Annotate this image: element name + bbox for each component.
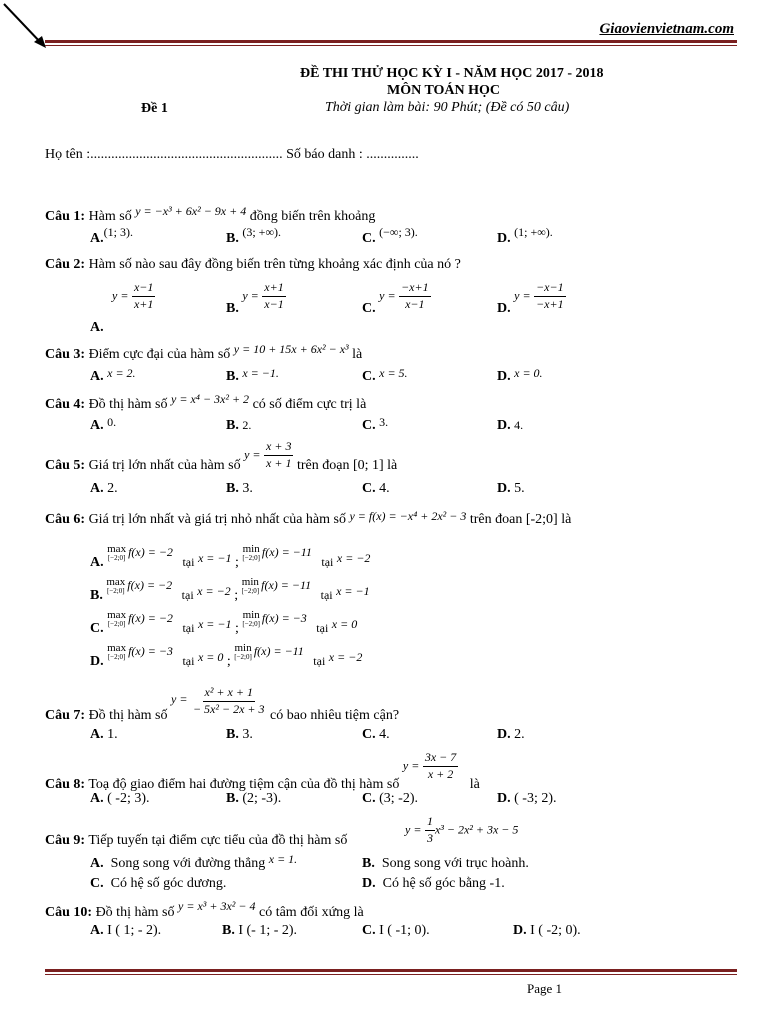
q10-option-d[interactable]: D. I ( -2; 0). xyxy=(513,923,581,938)
corner-arrow-icon xyxy=(0,0,50,52)
question-1 xyxy=(45,204,376,224)
q9-option-c[interactable]: C. Có hệ số góc dương. xyxy=(90,876,227,891)
question-7: Câu 7: Đồ thị hàm số y = $\frac{\text{x² + x + 1}}{\text{− 5x² − 2x + 3}}$ có bao nhiêu tiệm cận? xyxy=(45,685,400,723)
q2-option-a[interactable]: y = $\frac{x-1}{x+1}$ xyxy=(112,280,154,311)
q5-option-c[interactable]: C. 4. xyxy=(362,481,390,496)
q2-letter-a: A. xyxy=(90,320,104,335)
formula: y = −x³ + 6x² − 9x + 4 xyxy=(135,204,247,218)
q10-option-c[interactable]: C. I ( -1; 0). xyxy=(362,923,430,938)
footer-rule xyxy=(45,969,737,972)
q6-option-c[interactable]: C. max [−2;0] f(x) = −2 tại x = −1 ; min [−2;0] f(x) = −3 tại x = 0 xyxy=(90,609,358,637)
q6-option-b[interactable]: B. max [−2;0] f(x) = −2 tại x = −2 ; min [−2;0] f(x) = −11 tại x = −1 xyxy=(90,576,370,604)
q2-option-d[interactable]: D. y = $\frac{-x-1}{-x+1}$ xyxy=(497,280,564,316)
subject-title: MÔN TOÁN HỌC xyxy=(387,83,501,98)
q8-option-d[interactable]: D. ( -3; 2). xyxy=(497,791,557,806)
q3-option-d[interactable]: D. x = 0. xyxy=(497,366,543,384)
question-4: Câu 4: Đồ thị hàm số y = x⁴ − 3x² + 2 có số điểm cực trị là xyxy=(45,392,367,412)
q1-option-a[interactable]: A.(1; 3). xyxy=(90,225,133,246)
question-3: Câu 3: Điểm cực đại của hàm số y = 10 + 15x + 6x² − x³ là xyxy=(45,342,363,362)
question-5: Câu 5: Giá trị lớn nhất của hàm số y = $\frac{x + 3}{x + 1}$ trên đoạn [0; 1] là xyxy=(45,439,398,473)
q10-option-b[interactable]: B. I (- 1; - 2). xyxy=(222,923,298,938)
exam-title: ĐỀ THI THỬ HỌC KỲ I - NĂM HỌC 2017 - 2018 xyxy=(300,66,604,81)
q9-formula: y = $\frac{1}{3}$ x³ − 2x² + 3x − 5 xyxy=(405,814,519,845)
site-name[interactable]: Giaovienvietnam.com xyxy=(599,21,734,37)
q9-option-d[interactable]: D. Có hệ số góc bằng -1. xyxy=(362,876,505,891)
q5-option-b[interactable]: B. 3. xyxy=(226,481,253,496)
question-9: Câu 9: Tiếp tuyến tại điểm cực tiểu của đồ thị hàm số xyxy=(45,833,348,848)
question-10: Câu 10: Đồ thị hàm số y = x³ + 3x² − 4 có tâm đối xứng là xyxy=(45,899,364,920)
student-info-line: Họ tên :....................................................... Số báo danh : ............... xyxy=(45,147,419,162)
q4-option-a[interactable]: A. 0. xyxy=(90,415,117,433)
q3-option-c[interactable]: C. x = 5. xyxy=(362,366,408,384)
q8-option-b[interactable]: B. (2; -3). xyxy=(226,791,282,806)
q10-option-a[interactable]: A. I ( 1; - 2). xyxy=(90,923,162,938)
q7-option-a[interactable]: A. 1. xyxy=(90,727,118,742)
header-rule xyxy=(45,40,737,43)
q7-option-d[interactable]: D. 2. xyxy=(497,727,525,742)
q8-option-a[interactable]: A. ( -2; 3). xyxy=(90,791,150,806)
q5-option-d[interactable]: D. 5. xyxy=(497,481,525,496)
q1-option-c[interactable]: C. (−∞; 3). xyxy=(362,225,418,246)
q7-option-b[interactable]: B. 3. xyxy=(226,727,253,742)
q9-option-a[interactable]: A. Song song với đường thẳng x = 1. xyxy=(90,852,298,871)
footer-rule-thin xyxy=(45,974,737,975)
q4-option-b[interactable]: B. 2. xyxy=(226,418,252,433)
q1-option-b[interactable]: B. (3; +∞). xyxy=(226,225,281,246)
q1-option-d[interactable]: D. (1; +∞). xyxy=(497,225,553,246)
q4-option-d[interactable]: D. 4. xyxy=(497,418,524,433)
exam-duration: Thời gian làm bài: 90 Phút; (Đề có 50 câu) xyxy=(325,100,570,115)
q9-option-b[interactable]: B. Song song với trục hoành. xyxy=(362,856,529,871)
q5-option-a[interactable]: A. 2. xyxy=(90,481,118,496)
question-text: Hàm số xyxy=(88,209,132,224)
q7-option-c[interactable]: C. 4. xyxy=(362,727,390,742)
q3-option-a[interactable]: A. x = 2. xyxy=(90,366,136,384)
page-number: Page 1 xyxy=(527,981,563,996)
header-rule-thin xyxy=(45,45,737,46)
question-text: đồng biến trên khoảng xyxy=(249,209,376,224)
q6-option-d[interactable]: D. max [−2;0] f(x) = −3 tại x = 0 ; min [−2;0] f(x) = −11 tại x = −2 xyxy=(90,642,363,670)
question-6: Câu 6: Giá trị lớn nhất và giá trị nhỏ nhất của hàm số y = f(x) = −x⁴ + 2x² − 3 trên đoan [-2;0] là xyxy=(45,509,572,527)
q6-option-a[interactable]: A. max [−2;0] f(x) = −2 tại x = −1 ; min [−2;0] f(x) = −11 tại x = −2 xyxy=(90,543,371,571)
question-2: Câu 2: Hàm số nào sau đây đồng biến trên từng khoảng xác định của nó ? xyxy=(45,257,461,272)
question-label: Câu 1: xyxy=(45,209,86,224)
q8-option-c[interactable]: C. (3; -2). xyxy=(362,791,419,806)
exam-code: Đề 1 xyxy=(141,101,168,116)
q3-option-b[interactable]: B. x = −1. xyxy=(226,366,279,384)
q2-option-b[interactable]: B. y = $\frac{x+1}{x-1}$ xyxy=(226,280,284,316)
question-8: Câu 8: Toạ độ giao điểm hai đường tiệm cận của đồ thị hàm số y = $\frac{3x - 7}{x + 2}$ là xyxy=(45,750,480,792)
q2-option-c[interactable]: C. y = $\frac{-x+1}{x-1}$ xyxy=(362,280,429,316)
q4-option-c[interactable]: C. 3. xyxy=(362,415,389,433)
